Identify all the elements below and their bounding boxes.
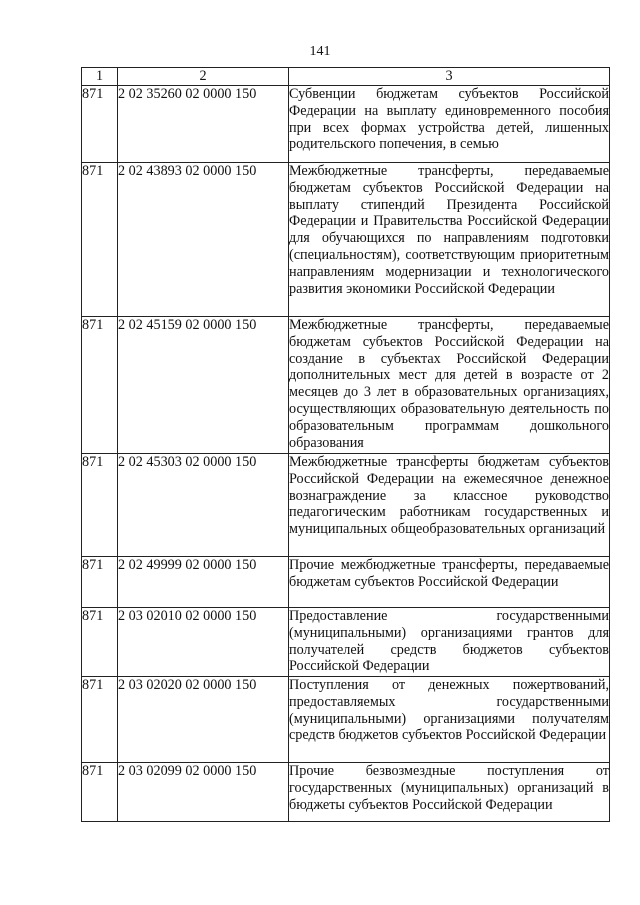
column-header-1: 1 bbox=[82, 68, 118, 86]
page-number: 141 bbox=[309, 44, 331, 59]
budget-codes-table bbox=[81, 67, 610, 822]
budget-code-cell: 2 02 43893 02 0000 150 bbox=[118, 163, 289, 317]
table-row bbox=[82, 163, 610, 317]
admin-code-cell: 871 bbox=[82, 557, 118, 608]
column-header-2: 2 bbox=[118, 68, 289, 86]
budget-code-cell: 2 03 02010 02 0000 150 bbox=[118, 608, 289, 677]
table-header-row bbox=[82, 68, 610, 86]
description-cell: Межбюджетные трансферты, передаваемые бюджетам субъектов Российской Федерации на создание в субъектах Российской Федерации дополнительных мест для детей в возрасте от 2 месяцев до 3 лет в образовательных организациях, осуществляющих образовательную деятельность по образовательным программам дошкольного образования bbox=[289, 317, 610, 454]
budget-code-cell: 2 02 49999 02 0000 150 bbox=[118, 557, 289, 608]
description-cell: Прочие безвозмездные поступления от государственных (муниципальных) организаций в бюджеты субъектов Российской Федерации bbox=[289, 763, 610, 822]
admin-code-cell: 871 bbox=[82, 677, 118, 763]
admin-code-cell: 871 bbox=[82, 86, 118, 163]
description-cell: Предоставление государственными (муниципальными) организациями грантов для получателей средств бюджетов субъектов Российской Федерации bbox=[289, 608, 610, 677]
table-row bbox=[82, 557, 610, 608]
description-cell: Межбюджетные трансферты, передаваемые бюджетам субъектов Российской Федерации на выплату стипендий Президента Российской Федерации и Правительства Российской Федерации для обучающихся по направлениям подготовки (специальностям), соответствующим приоритетным направлениям модернизации и технологического развития экономики Российской Федерации bbox=[289, 163, 610, 317]
column-header-3: 3 bbox=[289, 68, 610, 86]
table-row bbox=[82, 454, 610, 557]
admin-code-cell: 871 bbox=[82, 454, 118, 557]
admin-code-cell: 871 bbox=[82, 763, 118, 822]
table-row bbox=[82, 677, 610, 763]
table-row bbox=[82, 317, 610, 454]
budget-code-cell: 2 03 02020 02 0000 150 bbox=[118, 677, 289, 763]
table-row bbox=[82, 86, 610, 163]
table-row bbox=[82, 763, 610, 822]
description-cell: Межбюджетные трансферты бюджетам субъектов Российской Федерации на ежемесячное денежное вознаграждение за классное руководство педагогическим работникам государственных и муниципальных общеобразовательных организаций bbox=[289, 454, 610, 557]
budget-code-cell: 2 02 35260 02 0000 150 bbox=[118, 86, 289, 163]
budget-code-cell: 2 02 45303 02 0000 150 bbox=[118, 454, 289, 557]
table-row bbox=[82, 608, 610, 677]
description-cell: Прочие межбюджетные трансферты, передаваемые бюджетам субъектов Российской Федерации bbox=[289, 557, 610, 608]
description-cell: Поступления от денежных пожертвований, предоставляемых государственными (муниципальными) организациями получателям средств бюджетов субъектов Российской Федерации bbox=[289, 677, 610, 763]
admin-code-cell: 871 bbox=[82, 608, 118, 677]
admin-code-cell: 871 bbox=[82, 163, 118, 317]
description-cell: Субвенции бюджетам субъектов Российской Федерации на выплату единовременного пособия при всех формах устройства детей, лишенных родительского попечения, в семью bbox=[289, 86, 610, 163]
budget-code-cell: 2 02 45159 02 0000 150 bbox=[118, 317, 289, 454]
admin-code-cell: 871 bbox=[82, 317, 118, 454]
budget-code-cell: 2 03 02099 02 0000 150 bbox=[118, 763, 289, 822]
